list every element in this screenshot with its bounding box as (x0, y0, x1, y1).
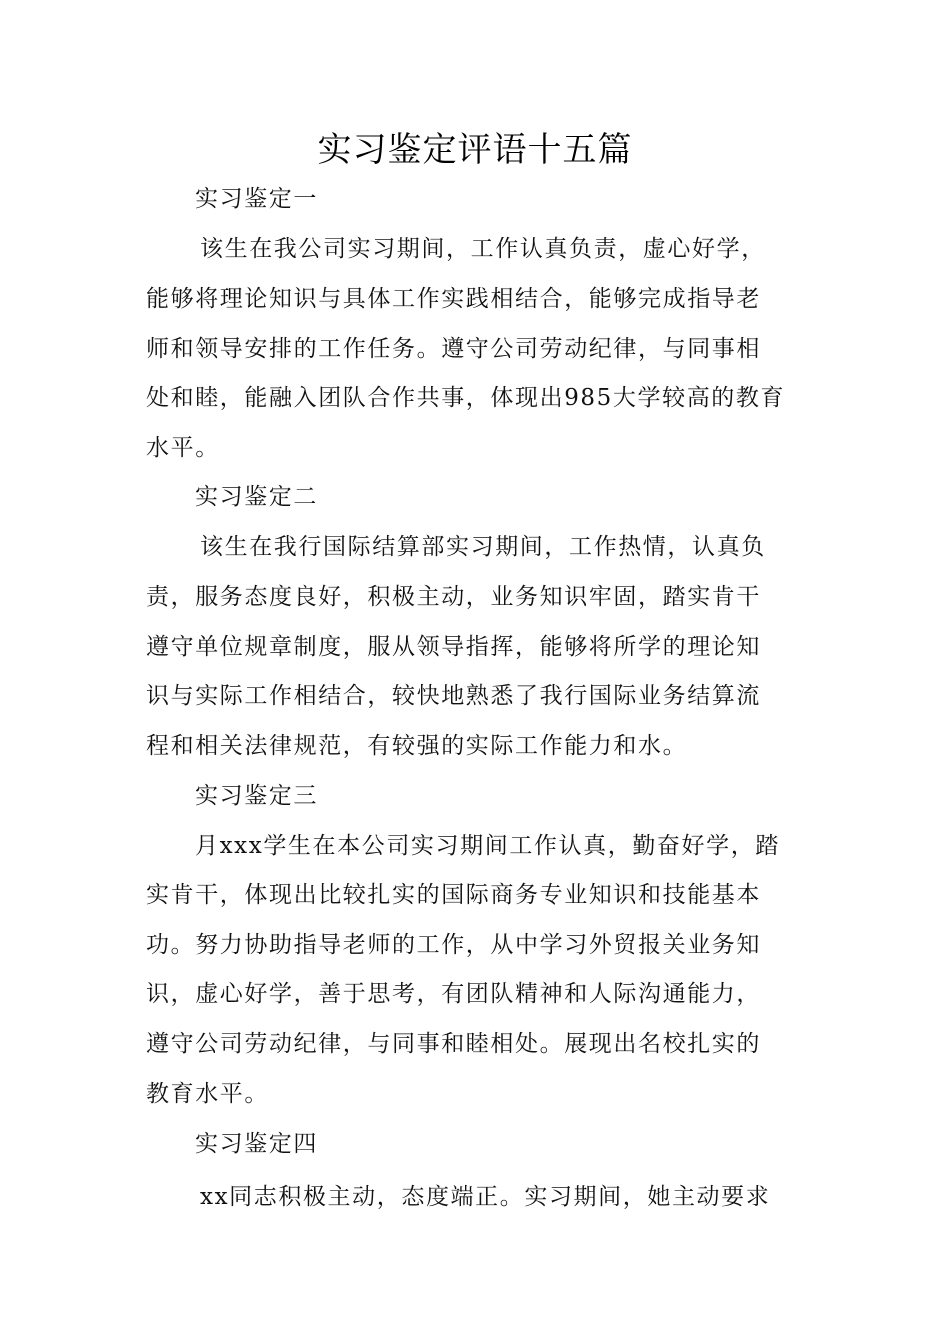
paragraph-line: 月xxx学生在本公司实习期间工作认真，勤奋好学，踏 (195, 833, 780, 859)
paragraph-line: 处和睦，能融入团队合作共事，体现出985大学较高的教育 (146, 385, 786, 411)
paragraph-line: 识，虚心好学，善于思考，有团队精神和人际沟通能力， (146, 981, 761, 1007)
section-heading: 实习鉴定三 (195, 783, 318, 809)
section-heading: 实习鉴定一 (195, 186, 318, 212)
paragraph-line: 实肯干，体现出比较扎实的国际商务专业知识和技能基本 (146, 882, 761, 908)
section-heading: 实习鉴定四 (195, 1131, 318, 1157)
paragraph-line: 该生在我行国际结算部实习期间，工作热情，认真负 (200, 534, 766, 560)
paragraph-line: 遵守公司劳动纪律，与同事和睦相处。展现出名校扎实的 (146, 1031, 761, 1057)
paragraph-line: xx同志积极主动，态度端正。实习期间，她主动要求 (200, 1184, 771, 1210)
page-title: 实习鉴定评语十五篇 (317, 130, 633, 170)
paragraph-line: 责，服务态度良好，积极主动，业务知识牢固，踏实肯干 (146, 584, 761, 610)
paragraph-line: 遵守单位规章制度，服从领导指挥，能够将所学的理论知 (146, 634, 761, 660)
paragraph-line: 该生在我公司实习期间，工作认真负责，虚心好学， (200, 236, 766, 262)
paragraph-line: 能够将理论知识与具体工作实践相结合，能够完成指导老 (146, 286, 761, 312)
paragraph-line: 功。努力协助指导老师的工作，从中学习外贸报关业务知 (146, 932, 761, 958)
paragraph-line: 识与实际工作相结合，较快地熟悉了我行国际业务结算流 (146, 683, 761, 709)
paragraph-line: 水平。 (146, 435, 220, 461)
paragraph-line: 师和领导安排的工作任务。遵守公司劳动纪律，与同事相 (146, 336, 761, 362)
section-heading: 实习鉴定二 (195, 484, 318, 510)
paragraph-line: 教育水平。 (146, 1081, 269, 1107)
paragraph-line: 程和相关法律规范，有较强的实际工作能力和水。 (146, 733, 688, 759)
